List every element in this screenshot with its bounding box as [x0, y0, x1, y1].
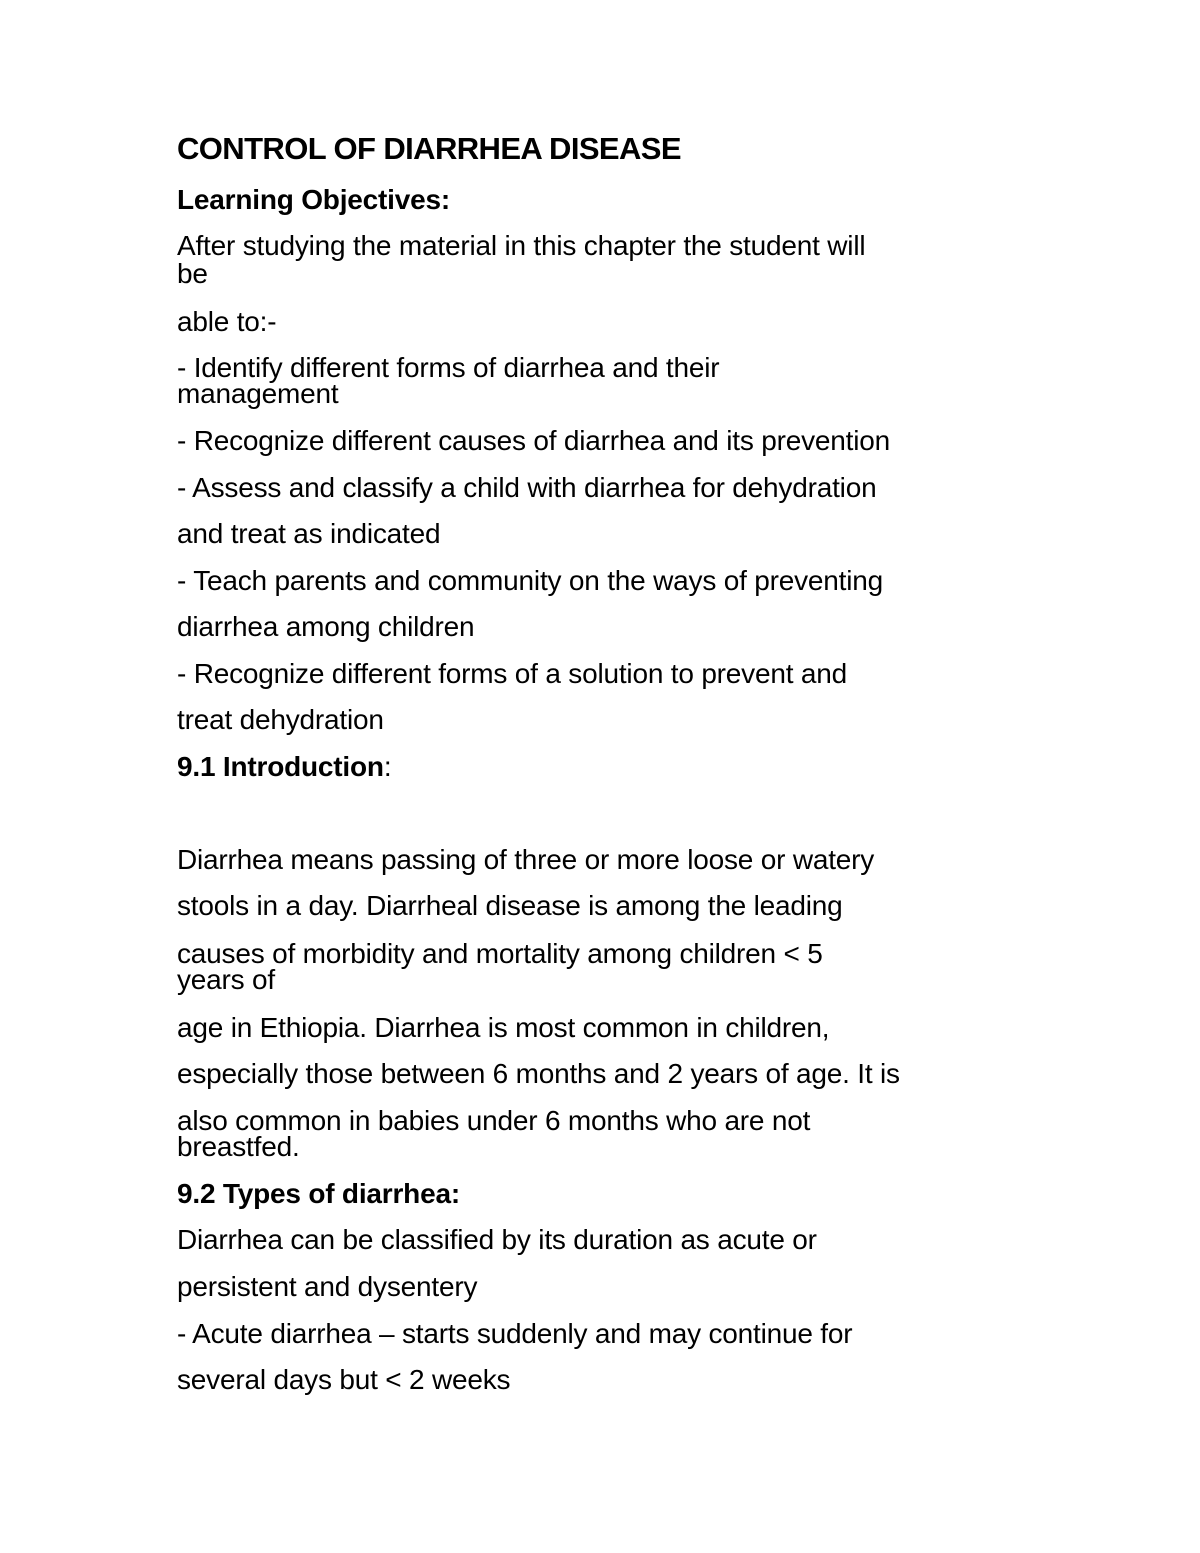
objective-item: - Recognize different forms of a solution to prevent and	[177, 658, 848, 689]
objective-item: - Identify different forms of diarrhea and their	[177, 352, 720, 383]
paragraph-line: stools in a day. Diarrheal disease is among the leading	[177, 890, 843, 921]
objectives-heading: Learning Objectives:	[177, 184, 450, 215]
section-heading-introduction	[177, 752, 391, 782]
paragraph-line: breastfed.	[177, 1131, 300, 1162]
objectives-intro-line: After studying the material in this chapter the student will	[177, 230, 866, 261]
paragraph-line: several days but < 2 weeks	[177, 1364, 511, 1395]
paragraph-line: age in Ethiopia. Diarrhea is most common in children,	[177, 1012, 830, 1043]
paragraph-line: causes of morbidity and mortality among children < 5	[177, 938, 823, 969]
section-heading-text: 9.1 Introduction	[177, 751, 384, 782]
objectives-intro-line: be	[177, 258, 208, 289]
document-title: CONTROL OF DIARRHEA DISEASE	[177, 131, 681, 166]
objective-item: - Recognize different causes of diarrhea and its prevention	[177, 425, 891, 456]
objective-item: - Assess and classify a child with diarrhea for dehydration	[177, 472, 877, 503]
paragraph-line: Diarrhea can be classified by its duration as acute or	[177, 1224, 817, 1255]
objective-item-continuation: and treat as indicated	[177, 518, 441, 549]
paragraph-line: also common in babies under 6 months who are not	[177, 1105, 811, 1136]
section-heading-types: 9.2 Types of diarrhea:	[177, 1178, 460, 1209]
objective-item-continuation: treat dehydration	[177, 704, 384, 735]
paragraph-line: years of	[177, 964, 275, 995]
paragraph-line: Diarrhea means passing of three or more loose or watery	[177, 844, 875, 875]
paragraph-line: especially those between 6 months and 2 years of age. It is	[177, 1058, 900, 1089]
objectives-intro-line: able to:-	[177, 306, 277, 337]
section-heading-colon: :	[383, 751, 392, 782]
objective-item-continuation: diarrhea among children	[177, 611, 475, 642]
paragraph-line: persistent and dysentery	[177, 1271, 478, 1302]
objective-item: - Teach parents and community on the ways of preventing	[177, 565, 883, 596]
objective-item-continuation: management	[177, 378, 339, 409]
paragraph-line: - Acute diarrhea – starts suddenly and may continue for	[177, 1318, 853, 1349]
